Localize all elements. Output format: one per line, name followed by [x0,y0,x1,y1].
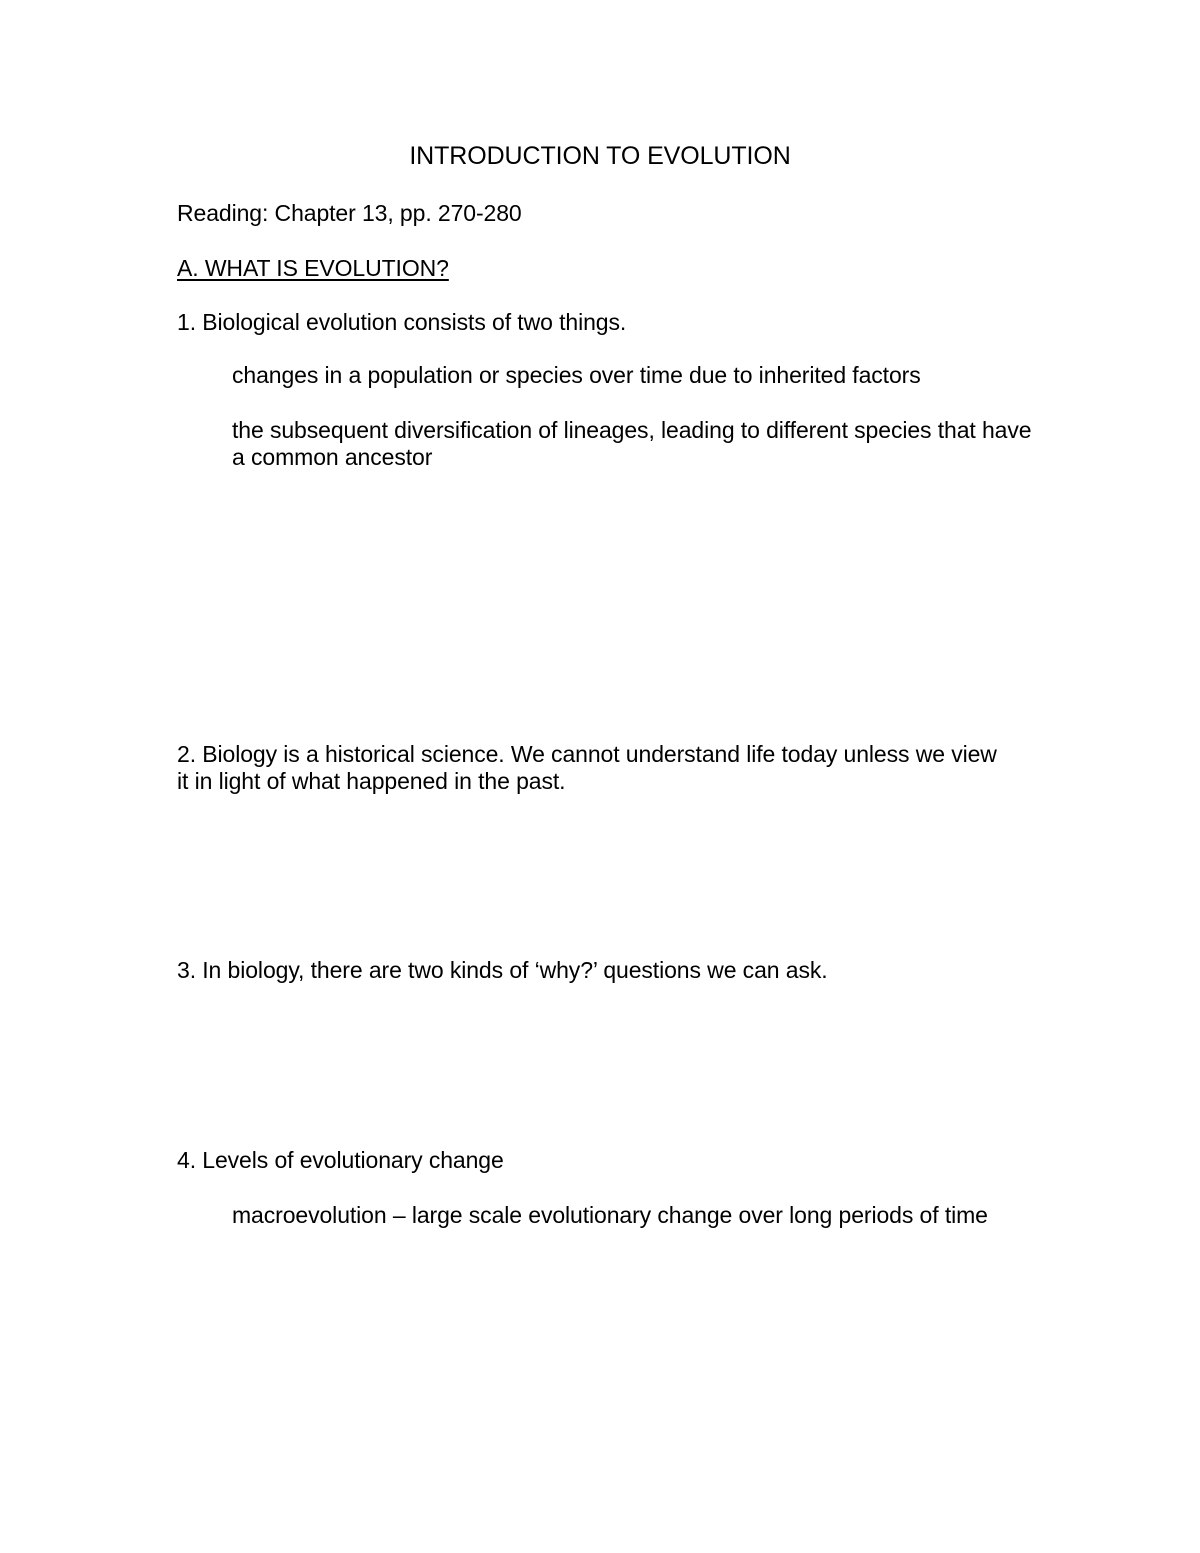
reading-assignment: Reading: Chapter 13, pp. 270-280 [177,200,522,226]
item-3-text: 3. In biology, there are two kinds of ‘why?’ questions we can ask. [177,957,828,983]
item-1-subitem-1: changes in a population or species over time due to inherited factors [232,362,921,388]
item-1-subitem-2: the subsequent diversification of lineages, leading to different species that have a common ancestor [232,417,1032,470]
item-4-text: 4. Levels of evolutionary change [177,1147,504,1173]
page-title: INTRODUCTION TO EVOLUTION [409,142,791,170]
item-4-subitem-1: macroevolution – large scale evolutionary change over long periods of time [232,1202,988,1228]
item-1-text: 1. Biological evolution consists of two things. [177,309,627,335]
item-2-text: 2. Biology is a historical science. We cannot understand life today unless we view it in light of what happened in the past. [177,741,997,794]
section-heading: A. WHAT IS EVOLUTION? [177,255,449,281]
